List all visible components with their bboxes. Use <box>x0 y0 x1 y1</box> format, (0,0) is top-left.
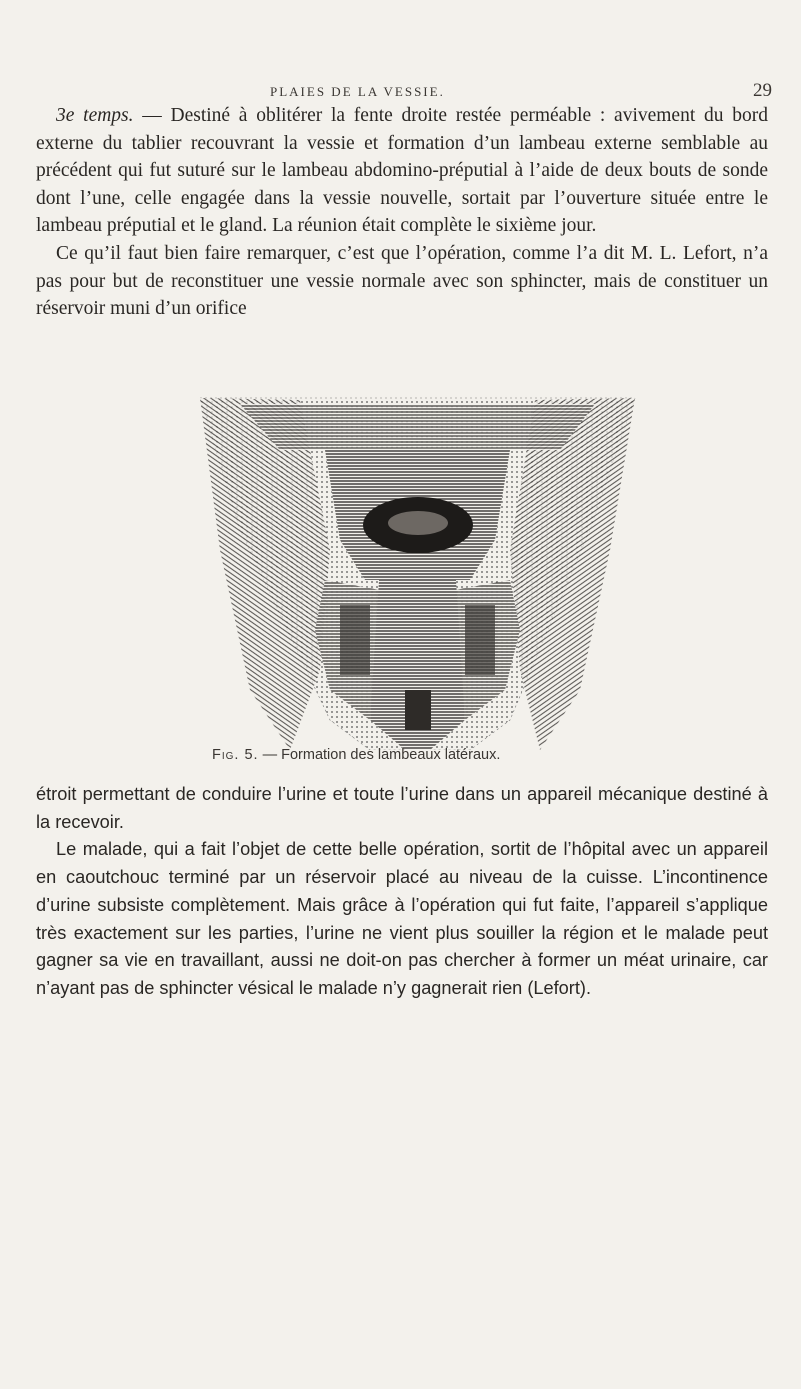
figure-number: Fig. 5. <box>212 747 259 763</box>
anatomical-illustration <box>180 390 655 750</box>
top-text-block <box>36 102 768 323</box>
page-number: 29 <box>753 80 772 101</box>
figure-caption <box>212 747 632 763</box>
step-label: 3e temps. <box>56 105 134 126</box>
step-body: — Destiné à oblitérer la fente droite restée perméable : avivement du bord externe du tablier recouvrant la vessie et formation d’un lambeau externe semblable au précédent qui fut suturé sur le lambeau abdomino-préputial à l’aide de deux bouts de sonde dont l’une, celle engagée dans la vessie nouvelle, sortait par l’ouverture située entre le lambeau préputial et le gland. La réunion était complète le sixième jour. <box>36 105 768 237</box>
paragraph-outcome: Le malade, qui a fait l’objet de cette belle opération, sortit de l’hôpital avec un appareil en caoutchouc terminé par un réservoir placé au niveau de la cuisse. L’incontinence d’urine subsiste complètement. Mais grâce à l’opération qui fut faite, l’appareil s’applique très exactement sur les parties, l’urine ne vient plus souiller la région et le malade peut gagner sa vie en travaillant, aussi ne doit-on pas chercher à former un méat urinaire, car n’ayant pas de sphincter vésical le malade n’y gagnerait rien (Lefort). <box>36 839 768 998</box>
figure-engraving <box>180 390 655 770</box>
bottom-text-block <box>36 781 768 1003</box>
running-title: PLAIES DE LA VESSIE. <box>270 84 445 99</box>
running-head <box>0 82 801 104</box>
figure-caption-text: — Formation des lambeaux latéraux. <box>258 747 501 763</box>
paragraph-continuation: étroit permettant de conduire l’urine et toute l’urine dans un appareil mécanique destiné à la recevoir. <box>36 784 768 832</box>
paragraph-third-step <box>36 102 768 240</box>
paragraph-remark: Ce qu’il faut bien faire remarquer, c’est que l’opération, comme l’a dit M. L. Lefort, n’a pas pour but de reconstituer une vessie normale avec son sphincter, mais de constituer un réservoir muni d’un orifice <box>36 242 768 320</box>
